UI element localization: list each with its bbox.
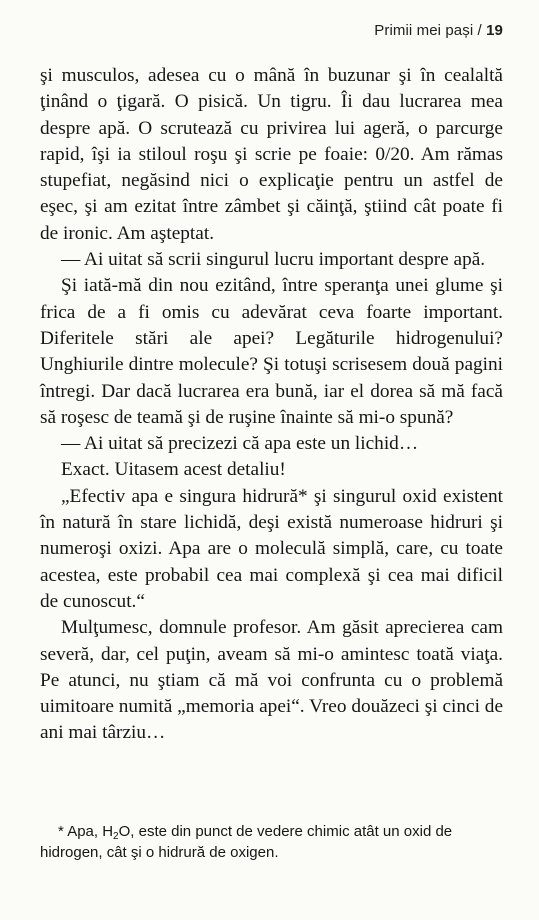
page-number: 19 — [486, 22, 503, 39]
paragraph-2: — Ai uitat să scrii singurul lucru important despre apă. — [61, 249, 486, 271]
running-head — [374, 22, 503, 39]
paragraph-5: Exact. Uitasem acest detaliu! — [61, 459, 286, 481]
footnote-marker: * — [58, 823, 64, 840]
paragraph-1: şi musculos, adesea cu o mână în buzunar şi în cealaltă ţinând o ţigară. O pisică. Un tigru. Îi dau lucrarea mea despre apă. O scrutează cu privirea lui ageră, o parcurge rapid, îşi ia stiloul roşu şi scrie pe foaie: 0/20. Am rămas stupefiat, negăsind nici o explicaţie pentru un astfel de eşec, şi am ezitat între zâmbet şi căinţă, ştiind cât poate fi de ironic. Am aşteptat. — [40, 65, 503, 244]
footnote-subscript: 2 — [113, 831, 119, 842]
paragraph-4: — Ai uitat să precizezi că apa este un lichid… — [61, 433, 419, 455]
paragraph-3: Şi iată-mă din nou ezitând, între speranţa unei glume şi frica de a fi omis cu adevărat ceva foarte important. Diferitele stări ale apei? Legăturile hidrogenului? Unghiurile dintre molecule? Şi totuşi scrisesem două pagini întregi. Dar dacă lucrarea era bună, iar el dorea să mă facă să roşesc de teamă şi de ruşine înainte să mi-o spună? — [40, 275, 503, 428]
footnote — [40, 821, 503, 863]
running-head-title: Primii mei pași / — [374, 22, 482, 39]
paragraph-6: „Efectiv apa e singura hidrură* şi singurul oxid existent în natură în stare lichidă, deşi există numeroase hidruri şi numeroşi oxizi. Apa are o moleculă simplă, care, cu toate acestea, este probabil cea mai complexă şi cea mai dificil de cunoscut.“ — [40, 485, 503, 612]
paragraph-7: Mulţumesc, domnule profesor. Am găsit aprecierea cam severă, dar, cel puţin, aveam să mi-o amintesc toată viaţa. Pe atunci, nu ştiam că mă voi confrunta cu o problemă uimitoare numită „memoria apei“. Vreo douăzeci şi cinci de ani mai târziu… — [40, 617, 503, 744]
footnote-text-after: O, este din punct de vedere chimic atât un oxid de hidrogen, cât şi o hidrură de oxigen. — [40, 823, 453, 861]
footnote-text-before: Apa, H — [67, 823, 114, 840]
body-text — [40, 63, 503, 747]
